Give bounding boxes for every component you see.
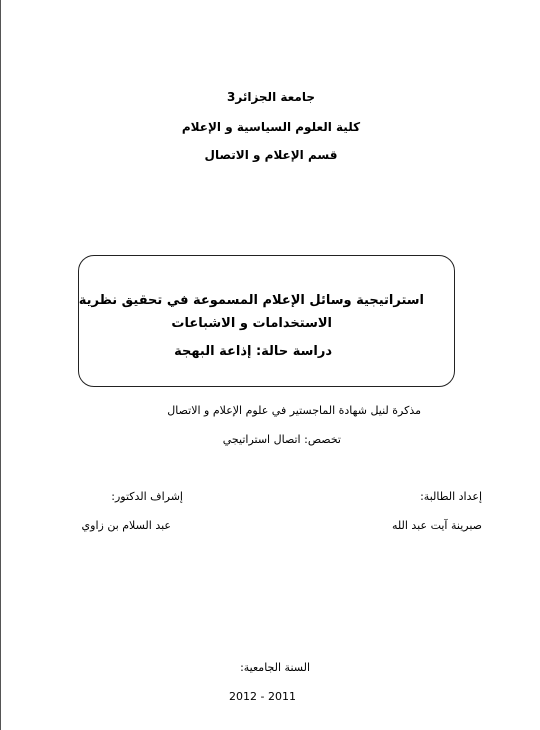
case-study: دراسة حالة: إذاعة البهجة (174, 344, 332, 359)
faculty-name: كلية العلوم السياسية و الإعلام (181, 120, 361, 134)
university-name: جامعة الجزائر3 (227, 90, 315, 104)
supervisor-label: إشراف الدكتور: (111, 490, 183, 503)
thesis-title-line1: استراتيجية وسائل الإعلام المسموعة في تحقيق نظرية (78, 293, 424, 308)
department-name: قسم الإعلام و الاتصال (204, 148, 338, 162)
academic-year-label: السنة الجامعية: (240, 661, 310, 674)
student-label: إعداد الطالبة: (420, 490, 482, 503)
academic-year-value: 2012 - 2011 (229, 690, 296, 703)
thesis-title-line2: الاستخدامات و الاشباعات (171, 316, 332, 331)
thesis-title-box (78, 255, 455, 387)
student-name: صبرينة آيت عبد الله (391, 519, 482, 532)
supervisor-name: عبد السلام بن زاوي (81, 519, 171, 532)
degree-description: مذكرة لنيل شهادة الماجستير في علوم الإعلام و الاتصال (167, 404, 421, 417)
specialization: تخصص: اتصال استراتيجي (222, 433, 341, 446)
